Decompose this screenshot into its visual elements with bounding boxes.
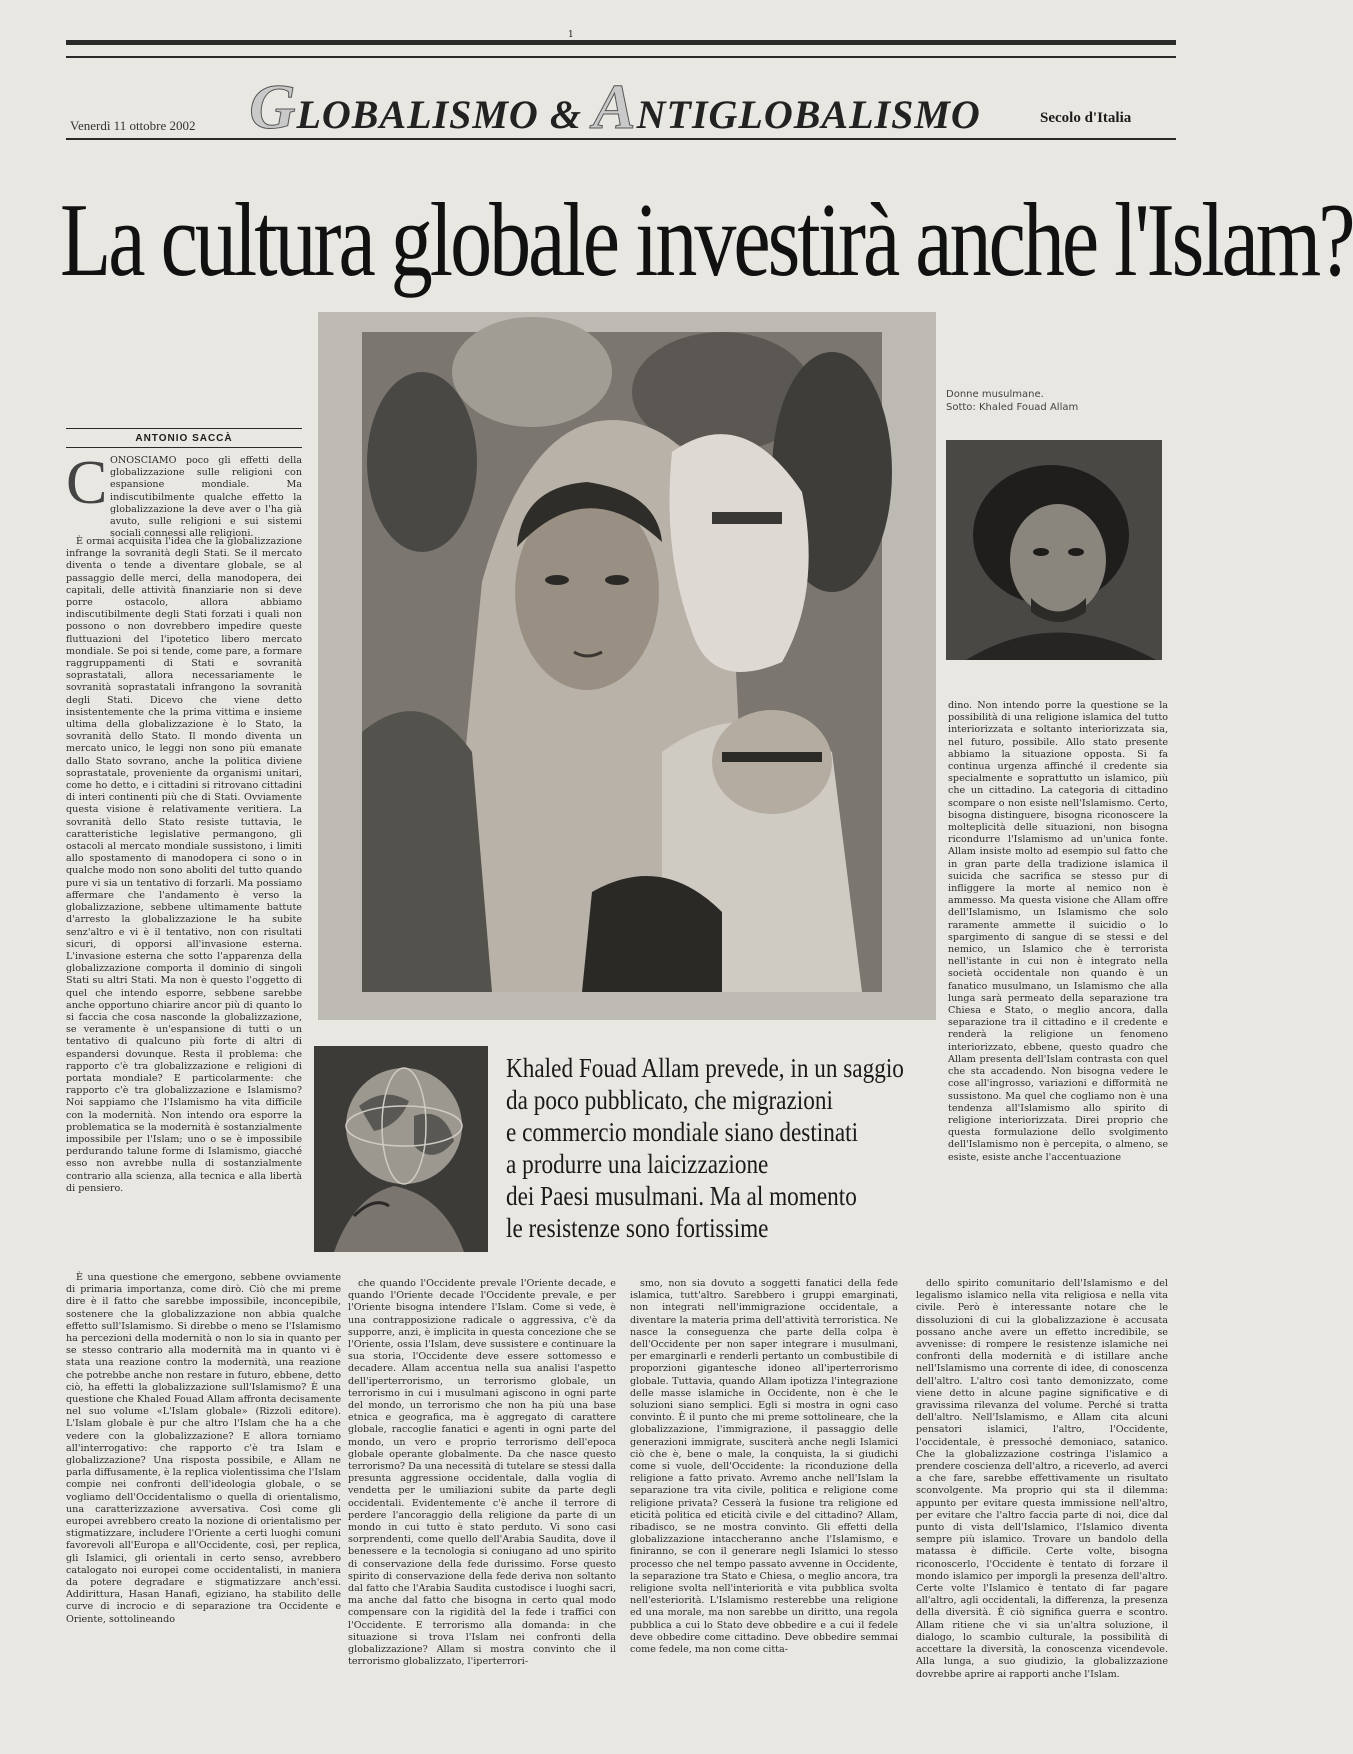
- section-title-part2: NTIGLOBALISMO: [636, 92, 981, 137]
- headline: La cultura globale investirà anche l'Islam?: [60, 182, 1353, 299]
- paragraph: È una questione che emergono, sebbene ovviamente di primaria importanza, come dirò. Ciò che mi preme dire è il fatto che sarebbe impossibile, inconcepibile, sostenere che la globalizzazione non abbia qualche effetto sull'Islamismo. Si direbbe o meno se l'Islamismo ha percezioni della modernità o non lo sia in quanto per se stesso contrario alla modernità ma in quanto vi è stata una reazione contro la modernità, una reazione che potrebbe anche non restare in futuro, ebbene, detto ciò, ha effetti la globalizzazione sull'Islamismo? È una questione che Khaled Fouad Allam affronta decisamente nel suo volume «L'Islam globale» (Rizzoli editore). L'Islam globale è pur che altro l'Islam che ha a che vedere con la globalizzazione? E allora torniamo all'interrogativo: che rapporto c'è tra Islam e globalizzazione? Una risposta possibile, e Allam ne parla diffusamente, è la replica violentissima che l'Islam compie nei confronti dell'ideologia globale, o se vogliamo dell'Occidentalismo o quella di orientalismo, una caratterizzazione avversativa. Così come gli europei avrebbero creato la nozione di orientalismo per stigmatizzare, includere l'Oriente a certi luoghi comuni favorevoli all'Europa e all'Occidente, così, per replica, gli Islamici, gli orientali in certo senso, avrebbero catalogato noi europei come occidentalisti, in maniera da potere degradare e stigmatizzare anch'essi. Addirittura, Hasan Hanafi, egiziano, ha stabilito delle curve di incrocio e di separazione tra Occidente e Oriente, sottolineando: [66, 1272, 341, 1625]
- column-3: [630, 1278, 898, 1682]
- pull-quote-line: dei Paesi musulmani. Ma al momento: [506, 1181, 857, 1211]
- pull-quote: [506, 1052, 936, 1244]
- column-1-bottom: [66, 1272, 341, 1682]
- photo-caption: [946, 388, 1156, 414]
- section-title-initial-g: G: [249, 71, 297, 142]
- column-4-bottom: [916, 1278, 1168, 1682]
- paragraph: dello spirito comunitario dell'Islamismo e del legalismo islamico nella vita religiosa e nella vita civile. Però è interessante notare che le dissoluzioni di cui la globalizzazione è accusata possano anche avere un effetto incredibile, se avvenisse: di rompere le resistenze islamiche nei confronti della modernità e di istillare anche nell'Islamismo una corrente di idee, di conoscenza dell'altro. L'altro così tanto demonizzato, come viene detto in alcune pagine significative e di gravissima rilevanza del volume. Perché si tratta dell'altro. Nell'Islamismo, e Allam cita alcuni pensatori islamici, l'altro, l'Occidente, l'occidentale, è pressoché demoniaco, satanico. Che la globalizzazione costringa l'islamico a prendere coscienza dell'altro, a riceverlo, ad averci a che fare, sarebbe effettivamente un risultato sconvolgente. Ma proprio qui sta il dilemma: appunto per evitare questa immissione nell'altro, per evitare che l'altro faccia parte di noi, dice dal punto di vista dell'Islamico, l'Islamico diventa sempre più islamico. Trovare un bandolo della matassa è difficile. Certe volte, bisogna riconoscerlo, l'Occidente è tentato di forzare il mondo islamico per imporgli la presenza dell'altro. Certe volte l'Islamico è tentato di far pagare all'altro, agli occidentali, la differenza, la presenza della diversità. È ciò significa guerra e scontro. Allam ritiene che vi sia un'altra soluzione, il dialogo, lo scambio culturale, la possibilità di accettare la diversità, la conoscenza vicendevole. Alla lunga, a suo giudizio, la globalizzazione dovrebbe aprire ai rapporti anche l'Islam.: [916, 1278, 1168, 1680]
- pull-quote-line: le resistenze sono fortissime: [506, 1213, 769, 1243]
- top-rule: [66, 40, 1176, 45]
- column-2: [348, 1278, 616, 1682]
- column-1-lead: [110, 455, 302, 540]
- column-1: [66, 536, 302, 1270]
- section-title-initial-a: A: [592, 71, 637, 142]
- byline-rule: [66, 428, 302, 429]
- caption-line: Donne musulmane.: [946, 389, 1044, 400]
- photo-khaled-fouad-allam: [946, 440, 1162, 660]
- column-4-top: [948, 700, 1168, 1276]
- paragraph: smo, non sia dovuto a soggetti fanatici della fede islamica, tutt'altro. Sarebbero i gruppi emarginati, non integrati nell'immigrazione occidentale, a diventare la materia prima dell'attività terroristica. Ne nasce la conseguenza che parte della colpa è dell'Occidente per non saper integrare i musulmani, per emarginarli e renderli pertanto un combustibile di proporzioni gigantesche idoneo all'iperterrorismo globale. Tuttavia, quando Allam ipotizza l'integrazione delle masse islamiche in Occidente, non è che le soluzioni siano semplici. Egli si mostra in ogni caso convinto. È il punto che mi preme sottolineare, che la globalizzazione, l'immigrazione, il passaggio delle generazioni immigrate, susciterà anche negli Islamici ciò che è, bene o male, la conquista, la si giudichi come si vuole, dell'Occidente: la riconduzione della religione a fatto privato. Avremo anche nell'Islam la separazione tra vita civile, politica e religione come religione privata? Cesserà la fusione tra religione ed eticità politica ed eticità civile e del cittadino? Allam, ribadisco, se ne mostra convinto. Gli effetti della globalizzazione intaccheranno anche l'Islamismo, e finiranno, se con il generare negli Islamici lo stesso processo che nel tempo passato avvenne in Occidente, la separazione tra Stato e Chiesa, o meglio ancora, tra religione svolta nell'interiorità e vita pubblica svolta nell'esteriorità. L'Islamismo resterebbe una religione ed una morale, ma non sarebbe un diritto, una regola pubblica a cui lo Stato deve obbedire e a cui il fedele deve obbedire come cittadino. Deve obbedire semmai come fedele, ma non come citta-: [630, 1278, 898, 1656]
- section-title-part1: LOBALISMO &: [296, 92, 593, 137]
- drop-cap: C: [66, 449, 108, 517]
- pull-quote-line: da poco pubblicato, che migrazioni: [506, 1085, 833, 1115]
- newspaper-name: Secolo d'Italia: [1040, 110, 1132, 126]
- header-rule-top: [66, 56, 1176, 58]
- byline: ANTONIO SACCÀ: [135, 433, 233, 444]
- paragraph: dino. Non intendo porre la questione se la possibilità di una religione islamica del tutto interiorizzata e soltanto interiorizzata sia, nel futuro, possibile. Allo stato presente abbiamo la situazione opposta. Si fa continua urgenza affinché il credente sia specialmente e soprattutto un islamico, più che un cittadino. La categoria di cittadino scompare o non esiste nell'Islamismo. Certo, bisogna distinguere, bisogna riconoscere la molteplicità delle situazioni, non bisogna ricondurre l'Islamismo ad un'unica fonte. Allam insiste molto ad esempio sul fatto che in gran parte della tradizione islamica il suicida che sacrifica se stesso pur di infliggere la morte al nemico non è ammesso. Ma questa visione che Allam offre dell'Islamismo, un Islamismo che solo raramente ammette il suicidio o lo spargimento di sangue di se stessi e del nemico, un Islamico che è terrorista nell'istante in cui non è integrato nella società occidentale non quando è un fanatico musulmano, un Islamismo che alla lunga sarà permeato della separazione tra Chiesa e Stato, o meglio ancora, dalla separazione tra il cittadino e il credente e renderà la religione un fenomeno interiorizzato, ebbene, questo quadro che Allam presenta dell'Islam contrasta con quel che sta accadendo. Non bisogna vedere le cose all'ingrosso, variazioni e difformità ne sussistono. Ma quel che cogliamo non è una tendenza all'Islamismo allo spirito di religione interiorizzata. Direi proprio che questa formulazione dello svolgimento dell'Islamismo non è percepita, o almeno, se esiste, esiste anche l'accentuazione: [948, 700, 1168, 1163]
- globe-in-hand-image: [314, 1046, 488, 1252]
- issue-date: Venerdì 11 ottobre 2002: [70, 118, 196, 133]
- pull-quote-line: Khaled Fouad Allam prevede, in un saggio: [506, 1053, 904, 1083]
- pull-quote-line: a produrre una laicizzazione: [506, 1149, 769, 1179]
- photo-muslim-women: [362, 332, 882, 992]
- section-title: [230, 70, 1000, 144]
- paragraph: ONOSCIAMO poco gli effetti della globalizzazione sulle religioni con espansione mondiale. Ma indiscutibilmente qualche effetto la globalizzazione la deve aver o l'ha già avuto, sulle religioni e sui sistemi sociali connessi alle religioni.: [110, 455, 302, 540]
- paragraph: È ormai acquisita l'idea che la globalizzazione infrange la sovranità degli Stati. Se il mercato diventa o tende a diventare globale, se al passaggio delle merci, della manodopera, dei capitali, delle attività finanziarie non si deve porre ostacolo, allora abbiamo indiscutibilmente degli Stati forzati i quali non possono o non dovrebbero impedire queste fluttuazioni del l'ipotetico libero mercato mondiale. Se poi si tende, come pare, a formare raggruppamenti di Stati e sovranità soprastatali, allora necessariamente le sovranità soprastatali infrangono la sovranità degli Stati. Dicevo che viene detto insistentemente che la prima vittima e insieme ultima della globalizzazione è lo Stato, la sovranità dello Stato. Il mondo diventa un mercato unico, le leggi non sono più emanate dallo Stato sovrano, anche la politica diviene soprastatale, proveniente da organismi unitari, come ho detto, e i cittadini si ritrovano cittadini di interi continenti più che di Stati. Ovviamente questa visione è relativamente veritiera. La sovranità dello Stato resiste tuttavia, le caratteristiche legislative permangono, gli ostacoli al mercato mondiale sussistono, i limiti allo spostamento di manodopera ci sono o in qualche modo non sono aboliti del tutto quando pure vi sia un tentativo di forzarli. Ma possiamo affermare che l'andamento è verso la globalizzazione, sebbene ultimamente battute d'arresto la globalizzazione le ha subite senz'altro e vi è il tentativo, non con risultati sicuri, di opporsi all'invasione esterna. L'invasione esterna che sotto l'apparenza della globalizzazione comporta il dominio di singoli Stati su altri Stati. Ma non è questo l'oggetto di quel che intendo esporre, sebbene sarebbe anche opportuno chiarire ancor più di quanto lo si faccia che cosa nasconde la globalizzazione, se veramente è un'espansione di tutti o un tentativo di qualcuno più forte di altri di espandersi dovunque. Resta il problema: che rapporto c'è tra globalizzazione e religioni di portata mondiale? E particolarmente: che rapporto c'è tra globalizzazione e Islamismo? Noi sappiamo che l'Islamismo ha vita difficile con la modernità. Non intendo ora esporre la problematica se la modernità è sostanzialmente impossibile per l'Islam; uno o se è impossibile perdurando talune forme di Islamismo, giacché esso non avrebbe nulla di sostanzialmente contrario alla scienza, alla tecnica e alla libertà di pensiero.: [66, 536, 302, 1194]
- byline-rule-bottom: [66, 447, 302, 448]
- paragraph: che quando l'Occidente prevale l'Oriente decade, e quando l'Oriente decade l'Occidente prevale, e per l'Oriente bisogna intendere l'Islam. Come si vede, è una contrapposizione radicale o aggressiva, c'è da supporre, anzi, è implicita in questa concezione che se l'Oriente, ossia l'Islam, deve sussistere e continuare la sua storia, l'Occidente deve essere sottomesso e decadere. Allam accentua nella sua analisi l'aspetto dell'iperterrorismo, un terrorismo globale, un terrorismo in cui i musulmani agiscono in ogni parte del mondo, un terrorismo che non ha più una base etnica e geografica, ma è aggregato di carattere globale, raccoglie fanatici e agenti in ogni parte del mondo, un vero e proprio terrorismo dell'epoca globale operante globalmente. Da che nasce questo terrorismo? Da una necessità di tutelare se stessi dalla presunta aggressione occidentale, dalla voglia di vendetta per le umiliazioni subite da parte degli occidentali. Evidentemente c'è anche il terrore di perdere l'ancoraggio della religione da parte di un mondo in cui tutto è stato perduto. Vi sono casi sorprendenti, come quello dell'Arabia Saudita, dove il benessere e la tecnologia si coniugano ad uno spirito di conservazione della fede durissimo. Forse questo spirito di conservazione della fede deriva non soltanto dal fatto che l'Arabia Saudita custodisce i luoghi sacri, ma anche dal fatto che bisogna in certo qual modo compensare con la rigidità del la fede i traffici con l'Occidente. E terrorismo alla domanda: in che situazione si trova l'Islam nei confronti della globalizzazione? Allam si mostra convinto che il terrorismo globalizzato, l'iperterrori-: [348, 1278, 616, 1668]
- page-number: 1: [568, 30, 574, 40]
- pull-quote-line: e commercio mondiale siano destinati: [506, 1117, 859, 1147]
- caption-line: Sotto: Khaled Fouad Allam: [946, 402, 1079, 413]
